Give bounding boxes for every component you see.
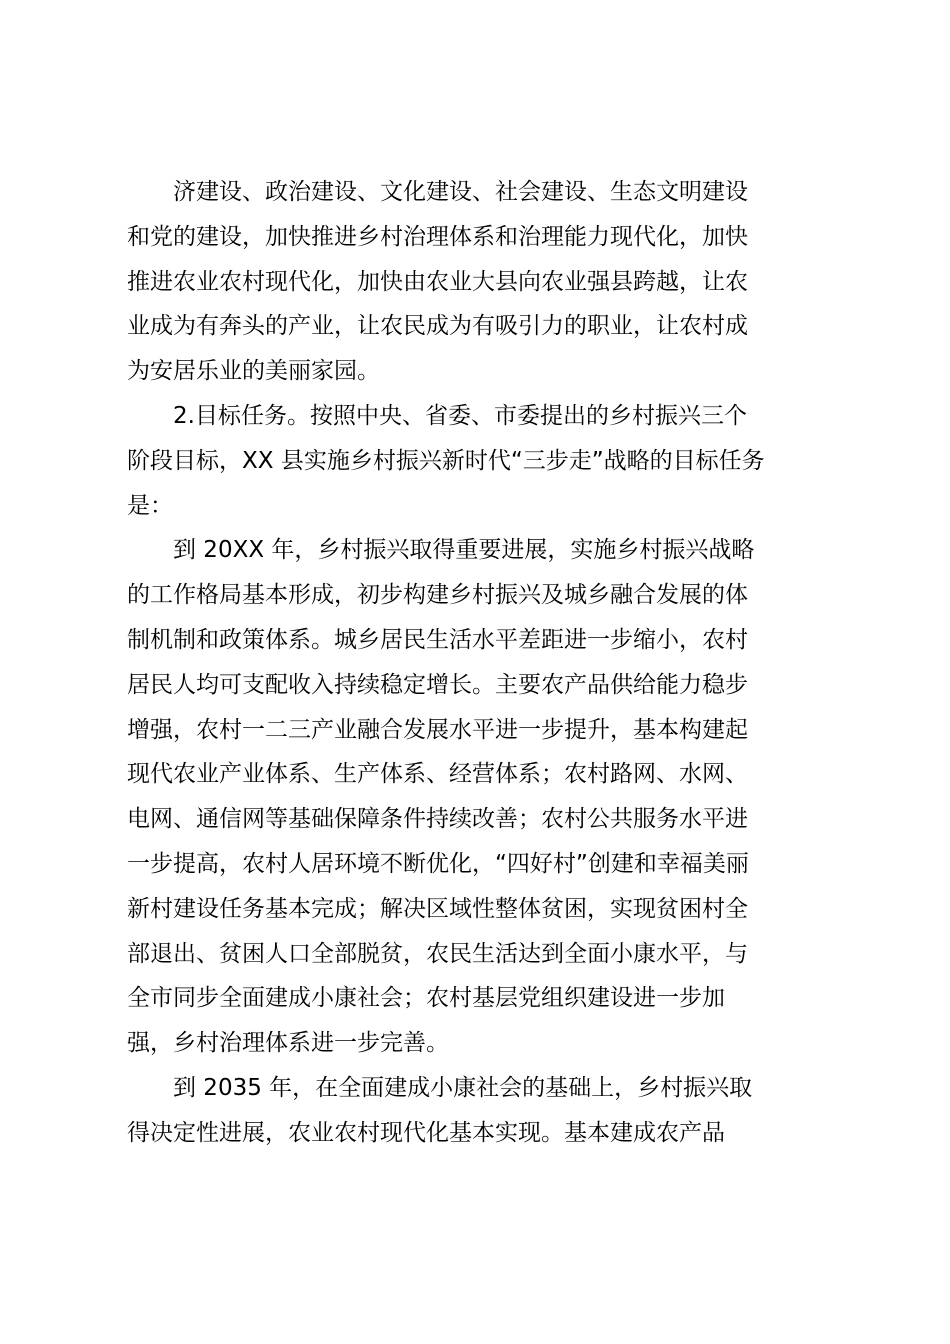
text-line: 制机制和政策体系。城乡居民生活水平差距进一步缩小，农村 bbox=[127, 626, 748, 653]
text-line: 强，乡村治理体系进一步完善。 bbox=[127, 1030, 449, 1057]
text-line: 业成为有奔头的产业，让农民成为有吸引力的职业，让农村成 bbox=[127, 313, 748, 340]
document-body bbox=[127, 170, 827, 1156]
text-line: 是： bbox=[127, 492, 173, 519]
text-line: 到 2035 年，在全面建成小康社会的基础上，乡村振兴取 bbox=[173, 1074, 753, 1101]
text-line: 全市同步全面建成小康社会；农村基层党组织建设进一步加 bbox=[127, 985, 725, 1012]
paragraph-goals-heading bbox=[127, 394, 827, 528]
text-line: 到 20XX 年，乡村振兴取得重要进展，实施乡村振兴战略 bbox=[173, 537, 755, 564]
text-line: 阶段目标，XX 县实施乡村振兴新时代“三步走”战略的目标任务 bbox=[127, 447, 765, 474]
paragraph-intro-continuation bbox=[127, 170, 827, 394]
text-line: 2.目标任务。按照中央、省委、市委提出的乡村振兴三个 bbox=[173, 402, 747, 429]
text-line: 的工作格局基本形成，初步构建乡村振兴及城乡融合发展的体 bbox=[127, 582, 748, 609]
paragraph-goal-stage-two bbox=[127, 1066, 827, 1156]
text-line: 现代农业产业体系、生产体系、经营体系；农村路网、水网、 bbox=[127, 761, 748, 788]
text-line: 推进农业农村现代化，加快由农业大县向农业强县跨越，让农 bbox=[127, 268, 748, 295]
text-line: 一步提高，农村人居环境不断优化，“四好村”创建和幸福美丽 bbox=[127, 850, 749, 877]
text-line: 电网、通信网等基础保障条件持续改善；农村公共服务水平进 bbox=[127, 806, 748, 833]
text-line: 新村建设任务基本完成；解决区域性整体贫困，实现贫困村全 bbox=[127, 895, 748, 922]
text-line: 和党的建设，加快推进乡村治理体系和治理能力现代化，加快 bbox=[127, 223, 748, 250]
paragraph-goal-stage-one bbox=[127, 528, 827, 1066]
text-line: 为安居乐业的美丽家园。 bbox=[127, 358, 380, 385]
text-line: 居民人均可支配收入持续稳定增长。主要农产品供给能力稳步 bbox=[127, 671, 748, 698]
text-line: 部退出、贫困人口全部脱贫，农民生活达到全面小康水平，与 bbox=[127, 940, 748, 967]
text-line: 济建设、政治建设、文化建设、社会建设、生态文明建设 bbox=[173, 179, 748, 205]
text-line: 得决定性进展，农业农村现代化基本实现。基本建成农产品 bbox=[127, 1119, 725, 1146]
text-line: 增强，农村一二三产业融合发展水平进一步提升，基本构建起 bbox=[127, 716, 748, 743]
